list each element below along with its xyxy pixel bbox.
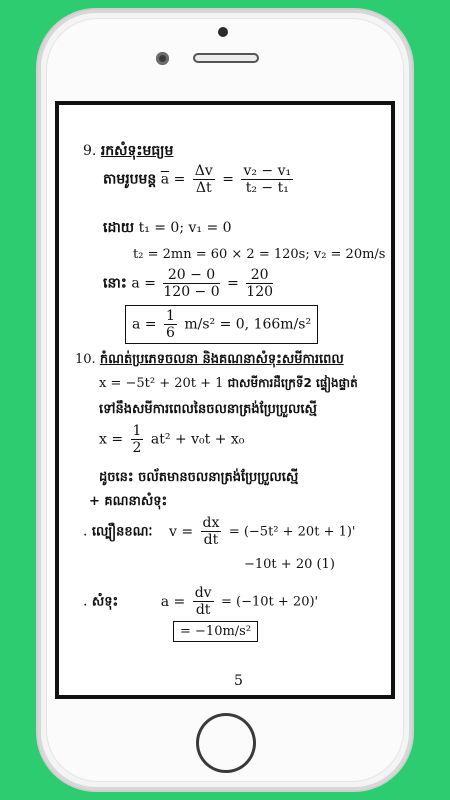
frac-den: 120 − 0 <box>163 284 220 300</box>
q10-note2: ទៅនឹងសមីការពេលនៃចលនាត្រង់ប្រែប្រួលស្មើ <box>99 402 317 417</box>
fraction-dv-dt-2 <box>193 585 214 618</box>
frac-num: dv <box>194 585 212 601</box>
fraction-result <box>164 308 177 341</box>
front-camera-icon <box>156 52 169 65</box>
so-label: នោះ <box>103 275 127 292</box>
phone-screen <box>55 101 395 699</box>
document-page[interactable] <box>59 105 391 695</box>
fraction-half <box>131 423 144 456</box>
home-button[interactable] <box>196 713 256 773</box>
q10-calc-label: + គណនាសំទុះ <box>89 494 168 509</box>
q10-number: 10. <box>75 352 96 367</box>
so-a: a = <box>131 275 156 292</box>
q10-conclusion: ដូចនេះ ចល័តមានចលនាត្រង់ប្រែប្រួលស្មើ <box>99 470 299 485</box>
result-box <box>125 305 318 344</box>
proximity-sensor-icon <box>218 27 228 37</box>
earpiece-speaker-icon <box>193 53 259 63</box>
frac-den: t₂ − t₁ <box>245 180 289 196</box>
frac-den: dt <box>203 532 219 548</box>
frac-den: 120 <box>246 284 274 300</box>
frac-den: 2 <box>132 440 142 456</box>
equals-sign: = <box>227 275 239 292</box>
frac-num: v₂ − v₁ <box>243 163 292 179</box>
accel-label: សំទុះ <box>91 594 119 610</box>
q9-so <box>103 267 276 300</box>
accel-tail: = (−10t + 20)' <box>221 594 319 610</box>
fraction-dv-dt <box>193 163 215 196</box>
q9-title: រកសំទុះមធ្យម <box>100 143 174 159</box>
general-x: x = <box>99 431 124 448</box>
q10-speed: . ល្បឿនខណៈ v = $\frac{dx}{dt}$ = (−5t² + 20t + 1)' <box>83 515 356 548</box>
result-a: a = <box>132 316 157 333</box>
q10-title: កំណត់ប្រភេទចលនា និងគណនាសំទុះសមីការពេល <box>99 352 344 367</box>
speed-v: v = <box>168 523 194 540</box>
frac-den: dt <box>195 602 211 618</box>
formula-label: តាមរូបមន្ត <box>103 171 157 188</box>
q10-accel-result <box>173 621 258 642</box>
frac-num: dx <box>202 515 220 531</box>
given-values: t₁ = 0; v₁ = 0 <box>138 220 232 236</box>
fraction-dx-dt <box>201 515 222 548</box>
q10-speed-result: −10t + 20 (1) <box>244 557 335 572</box>
q10-accel: . សំទុះ a = $\frac{dv}{dt}$ = (−10t + 20)' <box>83 585 319 618</box>
frac-num: Δv <box>194 163 213 179</box>
fraction-so-2 <box>246 267 273 300</box>
by-label: ដោយ <box>103 220 135 236</box>
accel-a: a = <box>160 593 186 610</box>
frac-num: 20 <box>246 267 273 284</box>
q10-heading <box>75 351 344 370</box>
frac-den: Δt <box>195 180 212 196</box>
speed-tail: = (−5t² + 20t + 1)' <box>228 524 356 540</box>
q9-heading <box>83 141 173 162</box>
a-bar: $\overline{a}$ <box>160 171 170 188</box>
fraction-so-1 <box>163 267 219 300</box>
q9-number: 9. <box>83 143 97 159</box>
equation-main: x = −5t² + 20t + 1 <box>99 376 224 391</box>
q9-result <box>125 305 318 344</box>
fraction-v-t <box>241 163 293 196</box>
q10-general <box>99 423 244 456</box>
frac-num: 1 <box>132 423 142 439</box>
accel-result-box: = −10m/s² <box>173 621 258 642</box>
equals-sign: = <box>173 171 186 188</box>
equals-sign: = <box>222 171 234 188</box>
frac-num: 20 − 0 <box>163 267 219 284</box>
equation-note: ជាសមីការដឺក្រេទី2 ផ្ទៀងផ្ទាត់ <box>227 376 358 390</box>
q9-t2-line: t₂ = 2mn = 60 × 2 = 120s; v₂ = 20m/s <box>133 247 386 262</box>
q10-equation <box>99 375 358 393</box>
general-tail: at² + v₀t + x₀ <box>150 431 245 448</box>
result-tail: m/s² = 0, 166m/s² <box>184 316 312 333</box>
q9-given <box>103 218 232 239</box>
page-number: 5 <box>234 673 243 689</box>
q9-formula <box>103 163 296 196</box>
frac-num: 1 <box>165 308 175 324</box>
frac-den: 6 <box>165 325 175 341</box>
speed-label: ល្បឿនខណៈ <box>91 524 153 540</box>
